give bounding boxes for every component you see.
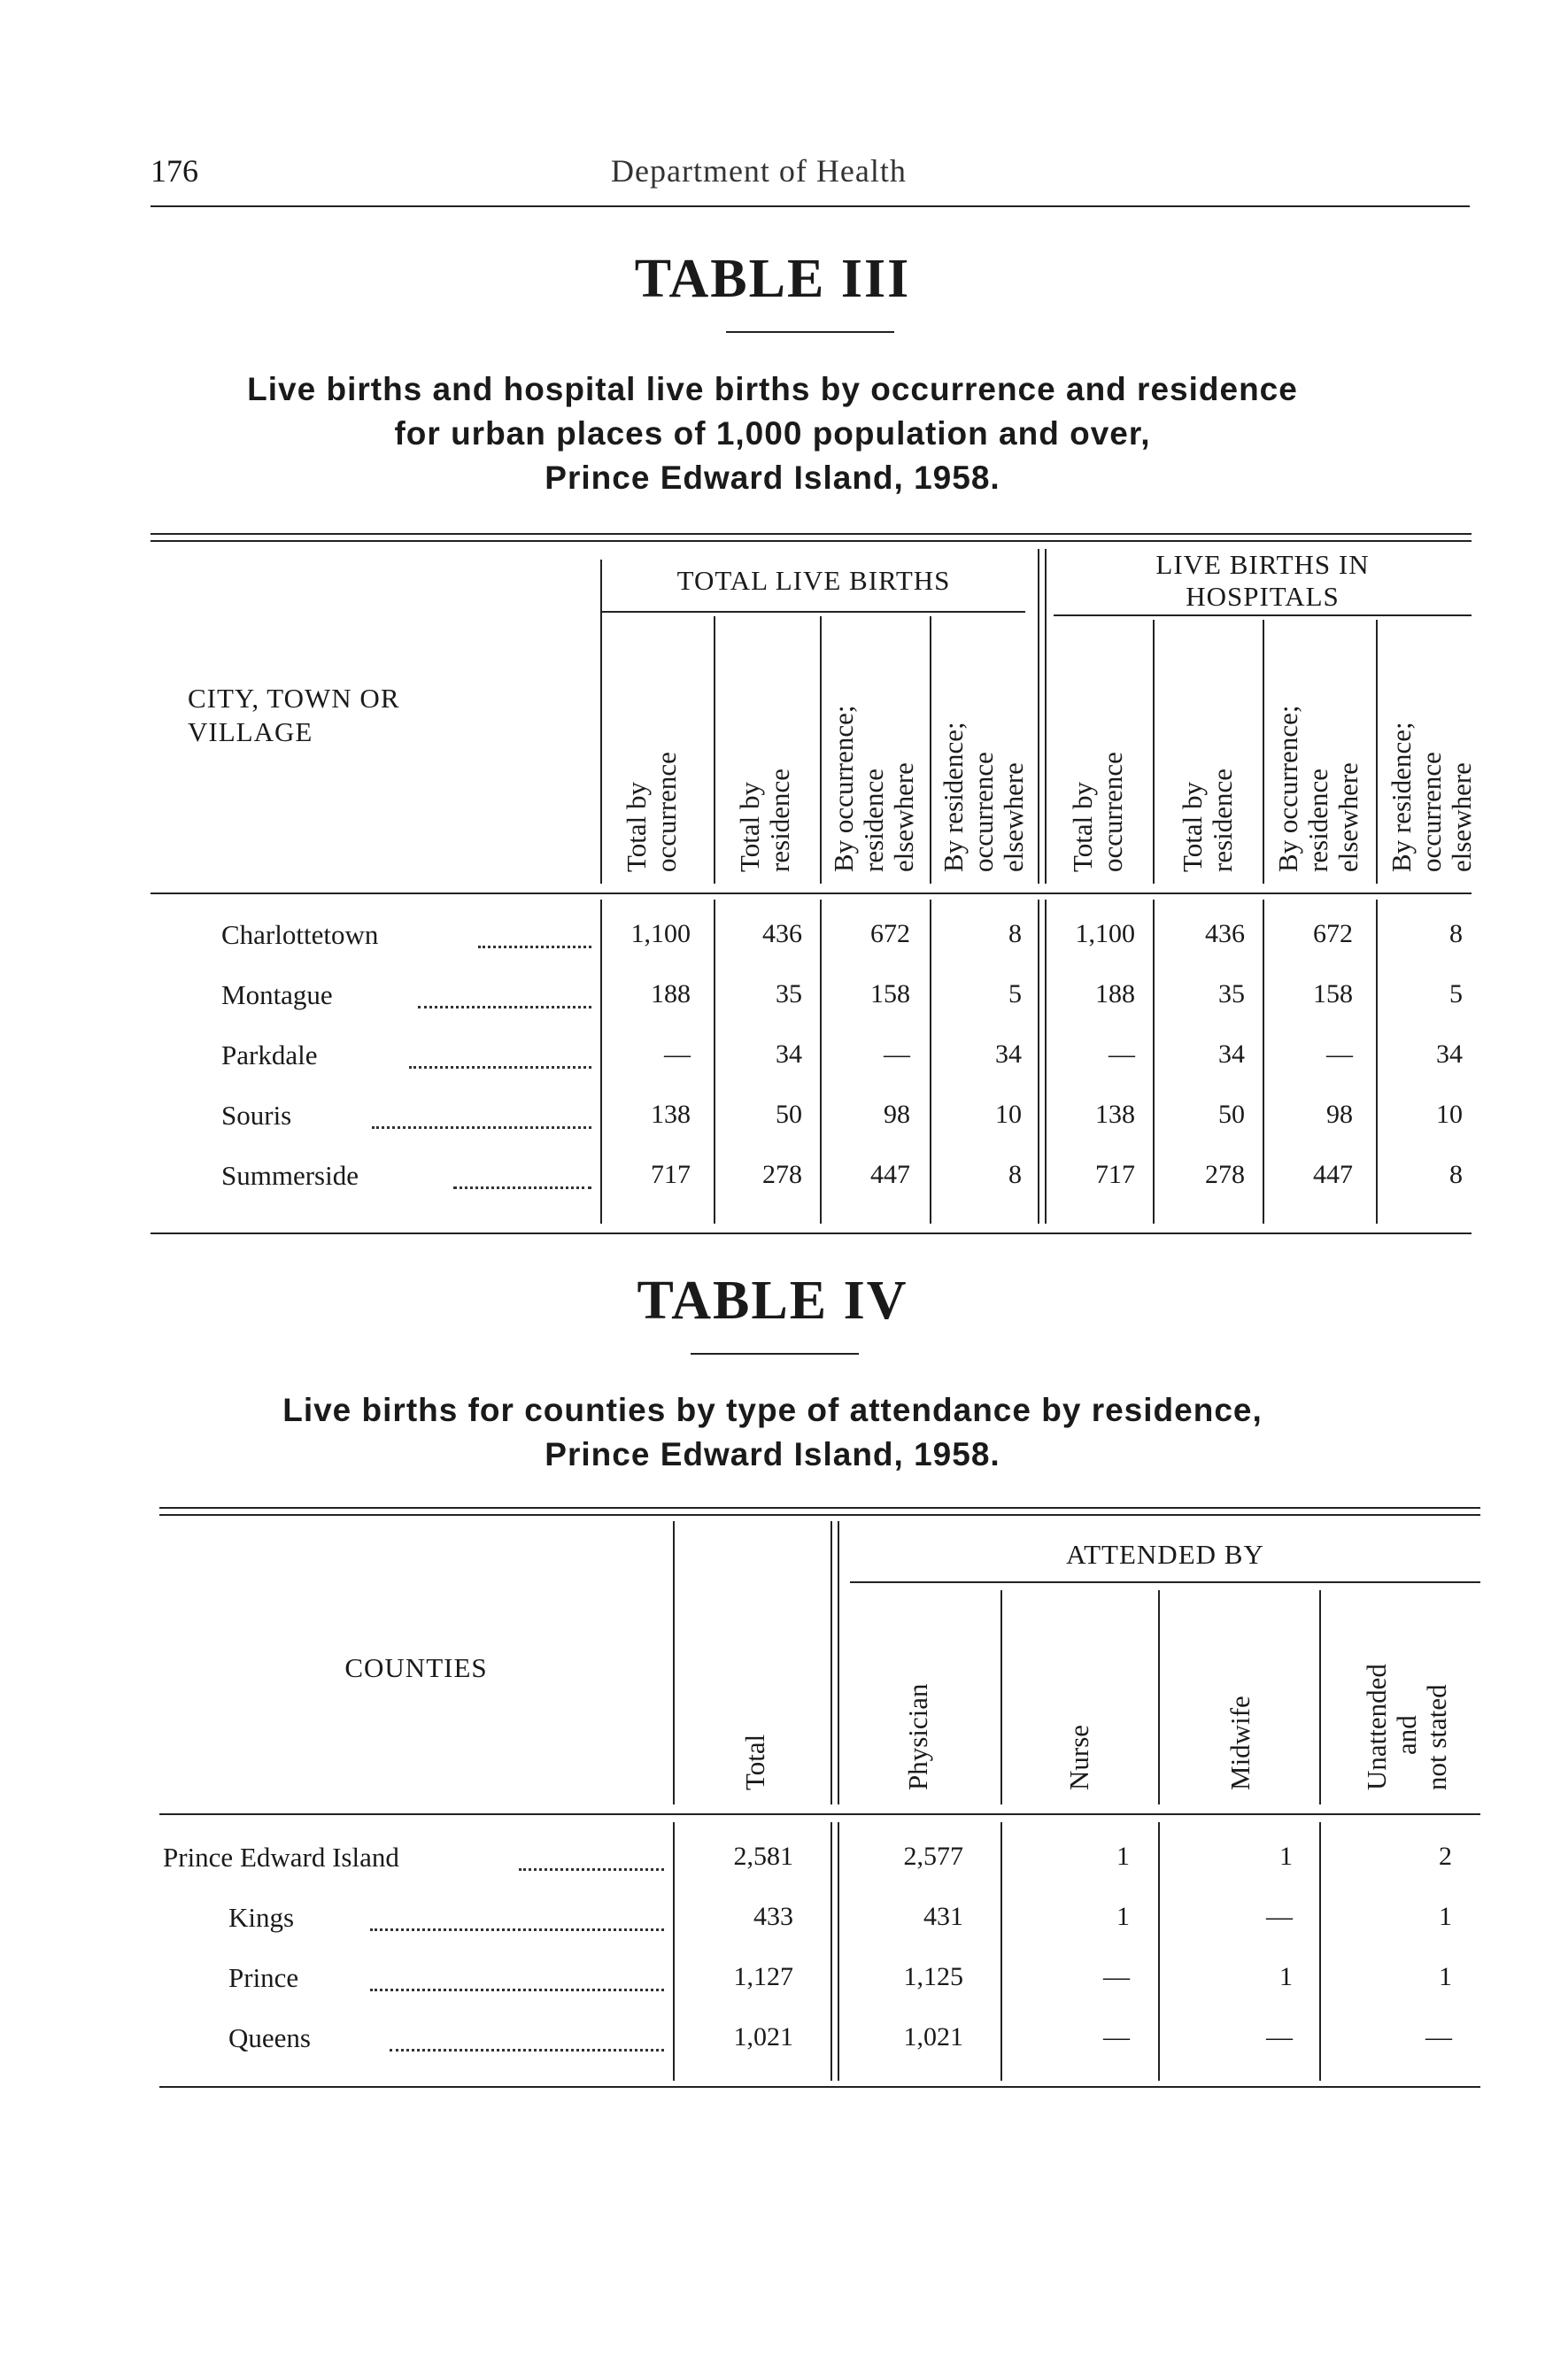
header-rule: [151, 205, 1470, 207]
dot-leader: [370, 1928, 664, 1931]
table4-cell: 1,127: [733, 1962, 793, 1991]
table4-cell: 2: [1439, 1842, 1452, 1871]
table3-cell: 717: [1095, 1160, 1135, 1189]
table4-col-rule: [673, 1521, 675, 1804]
dot-leader: [409, 1066, 591, 1069]
table4-row-name: Prince Edward Island: [163, 1842, 399, 1873]
table3-col-header-line: Total by: [734, 781, 765, 872]
table4-bottom-rule: [159, 2086, 1480, 2088]
table3-col-rule: [714, 616, 715, 884]
table3-row-name: Summerside: [221, 1160, 359, 1191]
table3-cell: 1,100: [1075, 919, 1135, 948]
table3-cell: 158: [1313, 979, 1353, 1008]
table3-bottom-rule: [151, 1232, 1472, 1234]
table3-col-rule: [600, 560, 602, 884]
table4-col-header-line: Unattended: [1361, 1664, 1392, 1790]
table3-cell: 672: [1313, 919, 1353, 948]
table4-col-rule: [838, 1521, 839, 1804]
table3-group-hospitals: [1054, 549, 1472, 613]
table4-cell: 1,021: [733, 2022, 793, 2052]
table3-cell: 8: [1449, 919, 1463, 948]
table4-cell: 1,125: [903, 1962, 963, 1991]
table3-cell: 447: [1313, 1160, 1353, 1189]
table3-group-hospitals-line: LIVE BIRTHS IN: [1155, 549, 1370, 580]
table4-col-header-line: Total: [739, 1734, 770, 1790]
table3-cell: 50: [776, 1100, 802, 1129]
table4-cell: —: [1103, 2022, 1130, 2052]
table4-cell: 2,581: [733, 1842, 793, 1871]
table4-stub-header: COUNTIES: [344, 1652, 488, 1683]
table3-col-header-line: elsewhere: [1446, 762, 1477, 872]
table3-caption: [0, 367, 1545, 500]
table4-col-header-line: Nurse: [1063, 1724, 1094, 1790]
table4-row-name: Queens: [228, 2022, 311, 2053]
table3-cell: 98: [1326, 1100, 1353, 1129]
table3-col-header-line: By occurrence;: [828, 705, 859, 872]
table4-cell: 1: [1279, 1842, 1293, 1871]
table3-cell: —: [1326, 1039, 1353, 1069]
table4-col-rule: [830, 1521, 832, 1804]
table4-title: TABLE IV: [637, 1271, 908, 1331]
table3-header-rule: [151, 892, 1472, 894]
table3-title: TABLE III: [634, 249, 911, 309]
table4-col-header-line: Physician: [902, 1683, 933, 1790]
table3-cell: 8: [1008, 1160, 1022, 1189]
table4-col-header-line: and: [1391, 1715, 1422, 1755]
table3-cell: 35: [776, 979, 802, 1008]
table4-top-rule: [159, 1514, 1480, 1516]
dot-leader: [372, 1126, 591, 1129]
table3-cell: 138: [651, 1100, 691, 1129]
table3-col-header-line: Total by: [1067, 781, 1098, 872]
running-title: Department of Health: [611, 153, 907, 189]
table3-col-rule: [820, 616, 822, 884]
table3-caption-line: Live births and hospital live births by occurrence and residence: [247, 371, 1298, 407]
table3-col-rule: [1038, 549, 1039, 884]
table4-caption: [0, 1388, 1545, 1477]
table4-cell: 1,021: [903, 2022, 963, 2052]
table3-cell: 34: [1218, 1039, 1245, 1069]
table3-top-rule: [151, 533, 1472, 535]
dot-leader: [390, 2049, 664, 2052]
table3-col-header-line: By residence;: [938, 722, 969, 872]
table3-cell: 34: [995, 1039, 1022, 1069]
dot-leader: [370, 1989, 664, 1991]
dot-leader: [519, 1868, 664, 1871]
table4-cell: 1: [1279, 1962, 1293, 1991]
table4-col-rule: [1000, 1590, 1002, 1804]
table4-cell: —: [1266, 2022, 1293, 2052]
table3-col-header-line: residence: [858, 768, 889, 872]
table3-col-header-line: elsewhere: [888, 762, 919, 872]
table3-cell: 278: [762, 1160, 802, 1189]
table3-col-rule: [1263, 620, 1264, 884]
table3-title-rule: [726, 331, 894, 333]
table3-cell: 50: [1218, 1100, 1245, 1129]
table3-cell: 188: [1095, 979, 1135, 1008]
table3-cell: 10: [995, 1100, 1022, 1129]
table3-caption-line: Prince Edward Island, 1958.: [545, 460, 1000, 496]
table3-group-total: TOTAL LIVE BIRTHS: [676, 565, 951, 596]
table3-col-header-line: residence: [1207, 768, 1238, 872]
table3-stub-header-line: VILLAGE: [188, 716, 313, 747]
table3-cell: 717: [651, 1160, 691, 1189]
table4-col-header-line: not stated: [1421, 1684, 1452, 1790]
table4-cell: 1: [1116, 1902, 1130, 1931]
table4-cell: —: [1266, 1902, 1293, 1931]
table3-group-rule: [602, 611, 1025, 613]
table3-cell: 34: [1436, 1039, 1463, 1069]
table4-row-name: Prince: [228, 1962, 299, 1993]
table4-cell: 433: [753, 1902, 793, 1931]
table3-cell: 8: [1449, 1160, 1463, 1189]
table3-cell: 98: [884, 1100, 910, 1129]
table4-cell: 1: [1439, 1962, 1452, 1991]
table4-cell: 1: [1439, 1902, 1452, 1931]
table3-col-header-line: Total by: [1177, 781, 1208, 872]
table4-caption-line: Prince Edward Island, 1958.: [545, 1436, 1000, 1472]
table4-cell: —: [1425, 2022, 1452, 2052]
table3-cell: 5: [1449, 979, 1463, 1008]
table4-col-rule: [830, 1822, 832, 2081]
page-header: [151, 152, 1470, 205]
table3-cell: 188: [651, 979, 691, 1008]
table3-row-name: Montague: [221, 979, 333, 1010]
table4-group-attended: ATTENDED BY: [1066, 1539, 1264, 1570]
dot-leader: [453, 1186, 591, 1189]
table4-cell: 1: [1116, 1842, 1130, 1871]
table3-cell: 278: [1205, 1160, 1245, 1189]
table3-cell: 436: [1205, 919, 1245, 948]
table3-col-header-line: elsewhere: [998, 762, 1029, 872]
table4-title-rule: [691, 1353, 859, 1355]
table3-top-rule: [151, 540, 1472, 542]
table3-col-header-line: elsewhere: [1333, 762, 1363, 872]
page-number: 176: [151, 153, 198, 189]
table3-stub-header: [188, 682, 400, 749]
table3-cell: 1,100: [630, 919, 691, 948]
table3-cell: 158: [870, 979, 910, 1008]
table4-cell: 2,577: [903, 1842, 963, 1871]
table3-cell: 138: [1095, 1100, 1135, 1129]
table3-col-header-line: occurrence: [1416, 752, 1447, 872]
table3-col-rule: [1376, 620, 1378, 884]
table3-stub-header-line: CITY, TOWN OR: [188, 683, 400, 714]
table3-col-rule: [1153, 620, 1155, 884]
table4-col-rule: [1158, 1590, 1160, 1804]
table3-col-header-line: residence: [764, 768, 795, 872]
table3-cell: 447: [870, 1160, 910, 1189]
table3-row-name: Charlottetown: [221, 919, 379, 950]
table4-cell: —: [1103, 1962, 1130, 1991]
table3-row-name: Souris: [221, 1100, 292, 1131]
table3-cell: —: [1109, 1039, 1135, 1069]
table3-col-header-line: By residence;: [1386, 722, 1417, 872]
table3-col-rule: [1038, 900, 1039, 1224]
table3-cell: 10: [1436, 1100, 1463, 1129]
table3-col-rule: [1045, 549, 1047, 884]
table4-col-rule: [1319, 1590, 1321, 1804]
table3-cell: —: [884, 1039, 910, 1069]
table4-col-header-line: Midwife: [1224, 1696, 1255, 1790]
table3-cell: 35: [1218, 979, 1245, 1008]
table3-col-header-line: occurrence: [1097, 752, 1128, 872]
table3-col-header-line: Total by: [621, 781, 652, 872]
table4-row-name: Kings: [228, 1902, 295, 1933]
table4-header-rule: [159, 1813, 1480, 1815]
dot-leader: [418, 1006, 591, 1008]
table4-group-rule: [850, 1581, 1480, 1583]
table3-cell: 5: [1008, 979, 1022, 1008]
table4-cell: 431: [923, 1902, 963, 1931]
table3-col-rule: [930, 616, 931, 884]
table3-cell: 8: [1008, 919, 1022, 948]
table3-col-header-line: residence: [1302, 768, 1333, 872]
table3-cell: 672: [870, 919, 910, 948]
table3-cell: 34: [776, 1039, 802, 1069]
table3-cell: 436: [762, 919, 802, 948]
table3-col-header-line: By occurrence;: [1272, 705, 1303, 872]
table3-cell: —: [664, 1039, 691, 1069]
table3-col-header-line: occurrence: [968, 752, 999, 872]
table4-top-rule: [159, 1507, 1480, 1509]
table3-col-header-line: occurrence: [651, 752, 682, 872]
table3-group-hospitals-line: HOSPITALS: [1186, 581, 1340, 612]
table3-group-rule: [1054, 614, 1472, 616]
table3-row-name: Parkdale: [221, 1039, 318, 1070]
table3-caption-line: for urban places of 1,000 population and over,: [394, 415, 1151, 452]
table4-caption-line: Live births for counties by type of attendance by residence,: [282, 1392, 1263, 1428]
dot-leader: [478, 946, 591, 948]
